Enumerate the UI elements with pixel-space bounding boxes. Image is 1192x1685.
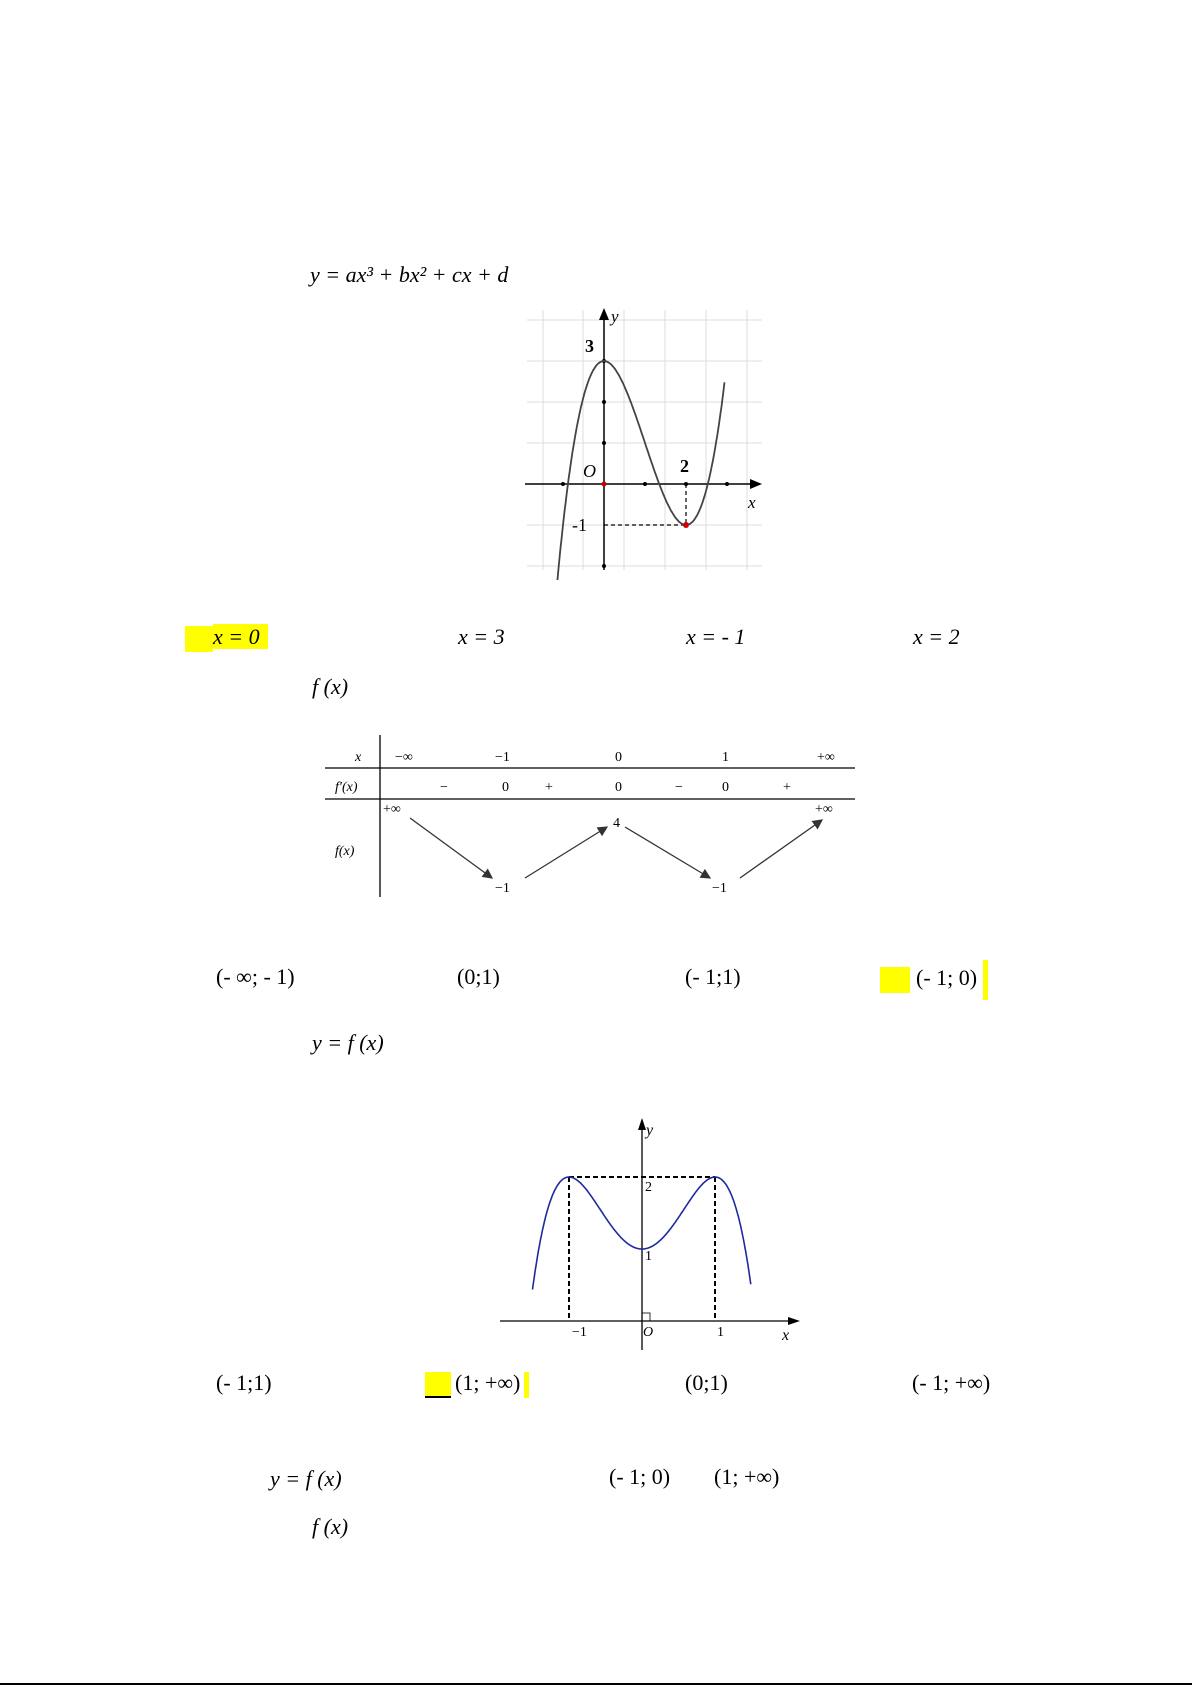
q1-dashed-guide	[604, 484, 686, 525]
q2-choice-b[interactable]: (0;1)	[457, 964, 500, 989]
table-fp-1: −	[440, 780, 448, 795]
q2-choice-d-value: (- 1; 0)	[916, 965, 978, 991]
table-arrow-up-1	[525, 827, 607, 878]
table-fp-7: +	[783, 780, 791, 795]
q3-label-neg1: −1	[572, 1325, 587, 1340]
table-x-0: 0	[615, 750, 622, 765]
table-f-posinf-right: +∞	[815, 802, 833, 817]
q1-choice-a[interactable]	[185, 624, 268, 652]
table-f-neg1-a: −1	[495, 881, 510, 896]
q1-label-3: 3	[585, 336, 594, 356]
table-arrow-up-2	[740, 820, 822, 878]
q3-choice-c[interactable]: (0;1)	[685, 1370, 728, 1395]
q2-choice-a[interactable]: (- ∞; - 1)	[216, 964, 295, 989]
q3-label-1y: 1	[645, 1249, 652, 1264]
q1-label-origin: O	[583, 461, 596, 481]
table-x-neg1: −1	[495, 750, 510, 765]
table-x-neginf: −∞	[395, 750, 413, 765]
q1-choice-d[interactable]: x = 2	[913, 624, 960, 649]
q1-cubic-graph	[520, 300, 770, 580]
q3-label-origin: O	[643, 1325, 654, 1340]
table-f-4: 4	[613, 816, 620, 831]
q3-label-y: y	[646, 1122, 654, 1139]
q2-choice-d-highlight	[880, 967, 910, 993]
q3-origin-square	[642, 1313, 650, 1321]
q1-choice-a-highlight	[185, 626, 213, 652]
q1-y-arrow	[599, 308, 609, 320]
table-fp-6: 0	[722, 780, 729, 795]
q4-prompt: y = f (x)	[270, 1466, 342, 1491]
table-row-x: x	[355, 750, 362, 765]
q3-choice-b-highlight-end	[524, 1372, 529, 1398]
q2-choice-c[interactable]: (- 1;1)	[685, 964, 741, 989]
q1-origin-point	[602, 482, 607, 487]
q3-quartic-graph	[500, 1115, 810, 1360]
q1-label-2: 2	[680, 456, 689, 476]
q2-prompt: f (x)	[312, 674, 349, 699]
q3-label-2: 2	[645, 1180, 652, 1195]
q4-interval-2: (1; +∞)	[714, 1464, 780, 1489]
table-f-neg1-b: −1	[712, 881, 727, 896]
q1-label-neg1: -1	[572, 515, 587, 535]
table-row-fp: f′(x)	[335, 780, 358, 795]
table-fp-4: 0	[615, 780, 622, 795]
q2-choice-d[interactable]	[880, 960, 988, 1000]
q2-choice-d-highlight-end	[983, 960, 988, 1000]
q1-label-x: x	[748, 493, 756, 512]
q1-min-point	[683, 522, 689, 528]
q3-label-1x: 1	[717, 1325, 724, 1340]
table-row-f: f(x)	[335, 844, 355, 859]
q3-prompt: y = f (x)	[312, 1030, 384, 1055]
q3-y-arrow	[638, 1118, 646, 1130]
table-fp-2: 0	[502, 780, 509, 795]
q1-choice-c[interactable]: x = - 1	[686, 624, 746, 649]
q4-f-label: f (x)	[312, 1514, 349, 1539]
q1-choice-b[interactable]: x = 3	[458, 624, 505, 649]
table-x-1: 1	[722, 750, 729, 765]
q3-x-arrow	[788, 1317, 800, 1325]
table-x-posinf: +∞	[817, 750, 835, 765]
q3-choice-a[interactable]: (- 1;1)	[216, 1370, 272, 1395]
q1-x-arrow	[750, 479, 762, 489]
table-fp-5: −	[675, 780, 683, 795]
q3-label-x: x	[782, 1327, 790, 1344]
table-arrow-down-2	[625, 827, 710, 878]
q3-choice-b-highlight	[425, 1372, 451, 1398]
q3-choice-b[interactable]	[425, 1370, 529, 1398]
q4-interval-1: (- 1; 0)	[609, 1464, 671, 1489]
q1-choice-a-value: x = 0	[213, 624, 268, 649]
q3-choice-d[interactable]: (- 1; +∞)	[912, 1370, 991, 1395]
table-arrow-down-1	[410, 818, 492, 878]
q2-variation-table	[325, 735, 855, 900]
table-f-posinf-left: +∞	[383, 802, 401, 817]
q1-formula: y = ax³ + bx² + cx + d	[310, 262, 509, 287]
q3-choice-b-value: (1; +∞)	[455, 1370, 521, 1395]
table-fp-3: +	[545, 780, 553, 795]
q1-label-y: y	[611, 307, 619, 326]
